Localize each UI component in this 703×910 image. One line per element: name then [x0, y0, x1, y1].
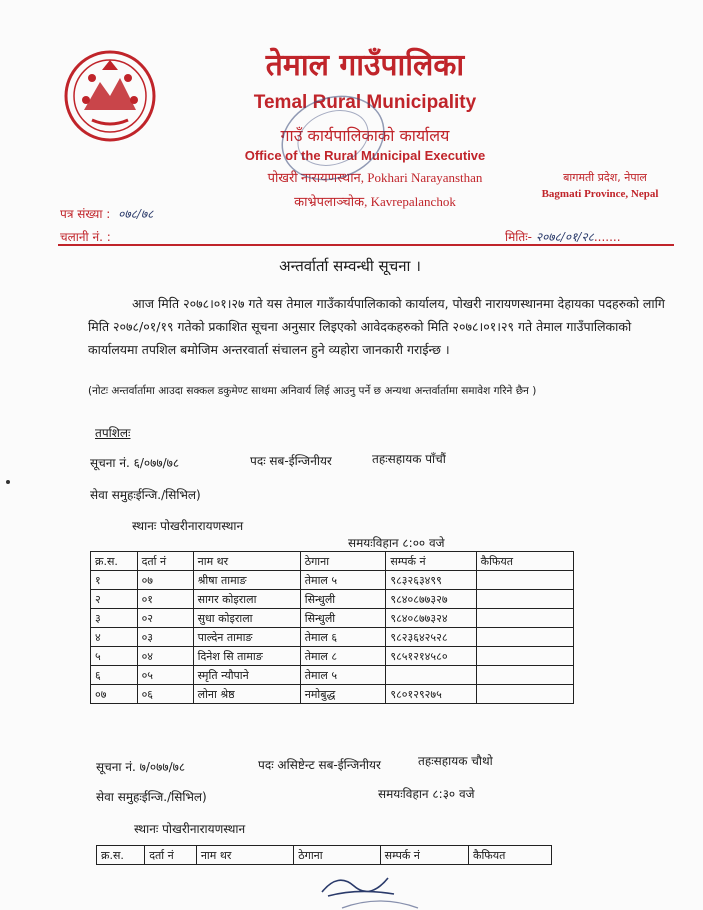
org-name-english: Temal Rural Municipality: [253, 92, 477, 113]
table-cell: ०७: [91, 685, 138, 704]
margin-mark: [6, 480, 10, 484]
column-header: ठेगाना: [294, 846, 380, 865]
table-cell: तेमाल ५: [300, 571, 386, 590]
province-english: Bagmati Province, Nepal: [541, 188, 659, 200]
table-cell: ४: [91, 628, 138, 647]
section1-location: स्थानः पोखरीनारायणस्थान: [132, 519, 244, 533]
table-header-row: [91, 552, 574, 571]
section1-candidates-table: [90, 551, 574, 704]
table-cell: तेमाल ८: [300, 647, 386, 666]
table-header-row: [97, 846, 552, 865]
column-header: कैफियत: [469, 846, 552, 865]
table-cell: [476, 628, 573, 647]
date-label: मितिः-: [505, 230, 532, 244]
table-cell: ९८४०८७७३२४: [386, 609, 476, 628]
table-row: [91, 628, 574, 647]
notice-body: आज मिति २०७८।०१।२७ गते यस तेमाल गाउँकार्यपालिकाको कार्यालय, पोखरी नारायणस्थानमा देहायका पदहरुको लागि मिति २०७८/०१/१९ गतेको प्रकाशित सूचना अनुसार लिइएको आवेदकहरुको मिति २०७८।०१।२९ गते तेमाल गाउँपालिकाको कार्यालयमा तपशिल बमोजिम अन्तरवार्ता संचालन हुने व्यहोरा जानकारी गराईन्छ ।: [88, 296, 665, 357]
table-cell: ०४: [137, 647, 193, 666]
table-cell: १: [91, 571, 138, 590]
office-name-nepali: गाउँ कार्यपालिकाको कार्यालय: [280, 126, 450, 145]
table-cell: पाल्देन तामाङ: [193, 628, 300, 647]
table-row: [91, 571, 574, 590]
address-line-2: काभ्रेपलाञ्चोक, Kavrepalanchok: [294, 194, 456, 209]
table-cell: सिन्धुली: [300, 609, 386, 628]
table-cell: [476, 666, 573, 685]
table-row: [91, 590, 574, 609]
table-cell: ०१: [137, 590, 193, 609]
details-heading: तपशिलः: [95, 426, 131, 440]
section2-time: समयःविहान ८:३० वजे: [378, 787, 475, 801]
table-cell: ३: [91, 609, 138, 628]
section1-time: समयःविहान ८:०० वजे: [348, 536, 445, 550]
section2-location: स्थानः पोखरीनारायणस्थान: [134, 822, 246, 836]
table-cell: ०६: [137, 685, 193, 704]
table-cell: ०३: [137, 628, 193, 647]
column-header: दर्ता नं: [137, 552, 193, 571]
table-cell: [476, 571, 573, 590]
section1-notice-number: सूचना नं. ६/०७७/७८: [90, 456, 180, 470]
table-row: [91, 609, 574, 628]
office-name-english: Office of the Rural Municipal Executive: [244, 148, 486, 163]
reference-value: ०७८/७८: [118, 207, 154, 221]
office-stamp-icon: [268, 88, 398, 188]
table-cell: ०५: [137, 666, 193, 685]
section2-service-group: सेवा समुहःईन्जि./सिभिल): [96, 790, 207, 804]
table-cell: [386, 666, 476, 685]
section1-level: तहःसहायक पाँचौं: [372, 452, 446, 466]
table-row: [91, 647, 574, 666]
table-row: [91, 666, 574, 685]
section2-post: पदः असिष्टेन्ट सब-ईन्जिनीयर: [258, 758, 381, 772]
table-cell: ९८४०८७७३२७: [386, 590, 476, 609]
reference-label: पत्र संख्या :: [60, 207, 111, 221]
section2-candidates-table: [96, 845, 552, 865]
letterhead-divider: [58, 244, 674, 246]
column-header: क्र.स.: [91, 552, 138, 571]
table-cell: २: [91, 590, 138, 609]
column-header: सम्पर्क नं: [386, 552, 476, 571]
table-cell: [476, 685, 573, 704]
table-cell: ०७: [137, 571, 193, 590]
column-header: ठेगाना: [300, 552, 386, 571]
table-cell: सागर कोइराला: [193, 590, 300, 609]
table-cell: ९८३२६३४९९: [386, 571, 476, 590]
nepal-emblem-icon: [62, 48, 158, 144]
table-cell: ९८०१२९२७५: [386, 685, 476, 704]
table-cell: श्रीषा तामाङ: [193, 571, 300, 590]
table-cell: लोना श्रेष्ठ: [193, 685, 300, 704]
date-value: २०७८/०१/२८: [535, 230, 594, 244]
table-cell: [476, 647, 573, 666]
table-cell: तेमाल ५: [300, 666, 386, 685]
stamp-fragment-icon: [340, 894, 420, 910]
table-cell: ५: [91, 647, 138, 666]
table-cell: सिन्धुली: [300, 590, 386, 609]
column-header: दर्ता नं: [145, 846, 197, 865]
table-cell: सुधा कोइराला: [193, 609, 300, 628]
notice-note: (नोटः अन्तर्वार्तामा आउदा सक्कल डकुमेण्ट साथमा अनिवार्य लिई आउनु पर्ने छ अन्यथा अन्तर्वार्तामा समावेश गरिने छैन ): [88, 385, 537, 397]
table-cell: ९८२३६४२५२८: [386, 628, 476, 647]
table-row: [91, 685, 574, 704]
table-cell: स्मृति न्यौपाने: [193, 666, 300, 685]
table-cell: [476, 609, 573, 628]
column-header: कैफियत: [476, 552, 573, 571]
province-nepali: बागमती प्रदेश, नेपाल: [563, 171, 647, 184]
letter-date: मितिः- २०७८/०१/२८.......: [505, 230, 621, 244]
table-cell: ६: [91, 666, 138, 685]
section2-level: तहःसहायक चौथो: [418, 754, 493, 768]
column-header: नाम थर: [196, 846, 293, 865]
notice-subject: अन्तर्वार्ता सम्वन्धी सूचना ।: [279, 257, 421, 275]
column-header: सम्पर्क नं: [380, 846, 468, 865]
table-cell: ०२: [137, 609, 193, 628]
table-cell: ९८५१२१४५८०: [386, 647, 476, 666]
table-cell: [476, 590, 573, 609]
column-header: नाम थर: [193, 552, 300, 571]
section1-post: पदः सब-ईन्जिनीयर: [250, 454, 332, 468]
table-cell: नमोबुद्ध: [300, 685, 386, 704]
org-name-nepali: तेमाल गाउँपालिका: [265, 48, 465, 83]
section1-service-group: सेवा समुहःईन्जि./सिभिल): [90, 488, 201, 502]
reference-number: [60, 205, 153, 222]
table-cell: तेमाल ६: [300, 628, 386, 647]
table-cell: दिनेश सि तामाङ: [193, 647, 300, 666]
section2-notice-number: सूचना नं. ७/०७७/७८: [96, 760, 186, 774]
dispatch-number: चलानी नं. :: [60, 230, 111, 244]
address-line-1: पोखरी नारायणस्थान, Pokhari Narayansthan: [267, 170, 483, 185]
column-header: क्र.स.: [97, 846, 145, 865]
